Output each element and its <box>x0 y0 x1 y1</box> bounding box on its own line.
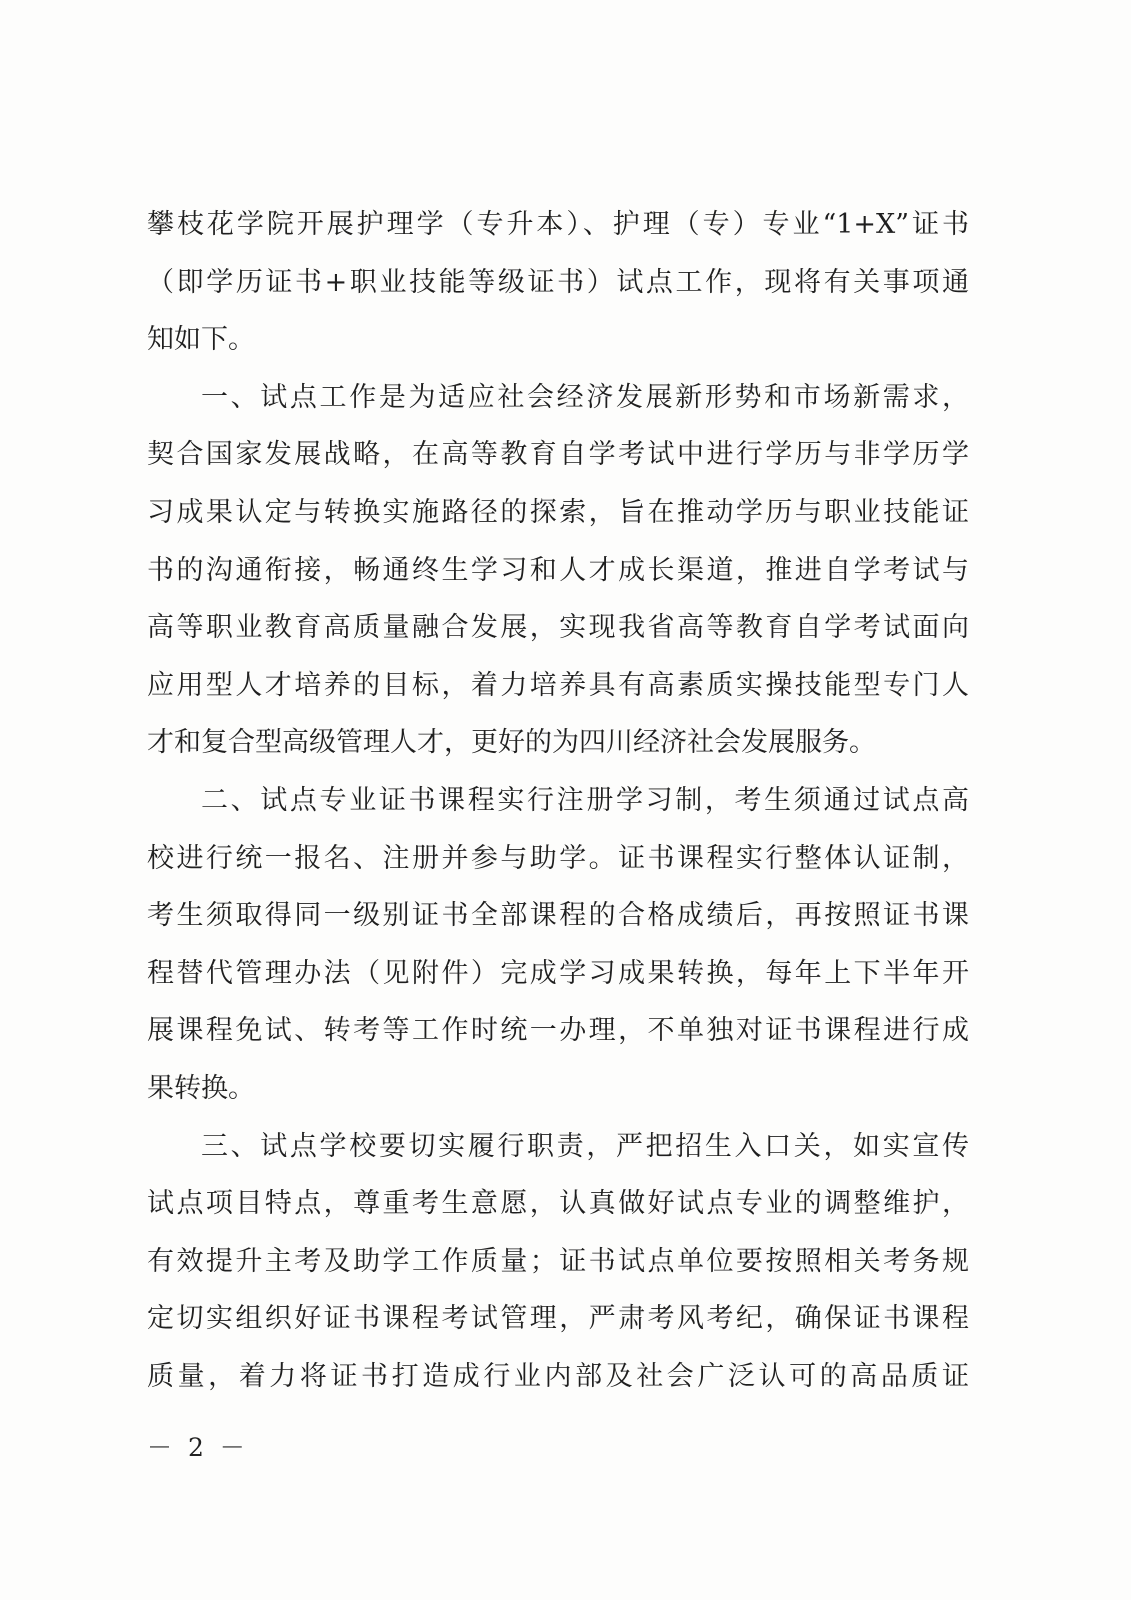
text-line: 知如下。 <box>147 324 255 356</box>
text-line: 习成果认定与转换实施路径的探索，旨在推动学历与职业技能证 <box>147 496 969 528</box>
page-number: － 2 － <box>147 1433 249 1462</box>
text-line: 果转换。 <box>147 1072 255 1104</box>
text-line: 书的沟通衔接，畅通终生学习和人才成长渠道，推进自学考试与 <box>147 554 969 586</box>
document-body <box>147 196 969 1405</box>
text-line: 定切实组织好证书课程考试管理，严肃考风考纪，确保证书课程 <box>147 1303 969 1335</box>
text-line: 有效提升主考及助学工作质量；证书试点单位要按照相关考务规 <box>147 1245 969 1277</box>
text-line: 考生须取得同一级别证书全部课程的合格成绩后，再按照证书课 <box>147 900 969 932</box>
text-line: 才和复合型高级管理人才，更好的为四川经济社会发展服务。 <box>147 727 876 759</box>
text-line: 程替代管理办法（见附件）完成学习成果转换，每年上下半年开 <box>147 957 969 989</box>
text-line: 高等职业教育高质量融合发展，实现我省高等教育自学考试面向 <box>147 612 969 644</box>
text-line: 质量，着力将证书打造成行业内部及社会广泛认可的高品质证 <box>147 1360 969 1392</box>
text-line: 展课程免试、转考等工作时统一办理，不单独对证书课程进行成 <box>147 1015 969 1047</box>
text-line: （即学历证书+职业技能等级证书）试点工作，现将有关事项通 <box>147 266 969 298</box>
text-line: 校进行统一报名、注册并参与助学。证书课程实行整体认证制， <box>147 842 969 874</box>
text-line: 一、试点工作是为适应社会经济发展新形势和市场新需求， <box>201 381 969 413</box>
text-line: 攀枝花学院开展护理学（专升本）、护理（专）专业“1+X”证书 <box>147 209 969 240</box>
text-line: 契合国家发展战略，在高等教育自学考试中进行学历与非学历学 <box>147 439 969 471</box>
text-line: 应用型人才培养的目标，着力培养具有高素质实操技能型专门人 <box>147 669 969 701</box>
text-line: 二、试点专业证书课程实行注册学习制，考生须通过试点高 <box>201 784 969 816</box>
text-line: 三、试点学校要切实履行职责，严把招生入口关，如实宣传 <box>201 1130 969 1162</box>
text-line: 试点项目特点，尊重考生意愿，认真做好试点专业的调整维护， <box>147 1188 969 1220</box>
